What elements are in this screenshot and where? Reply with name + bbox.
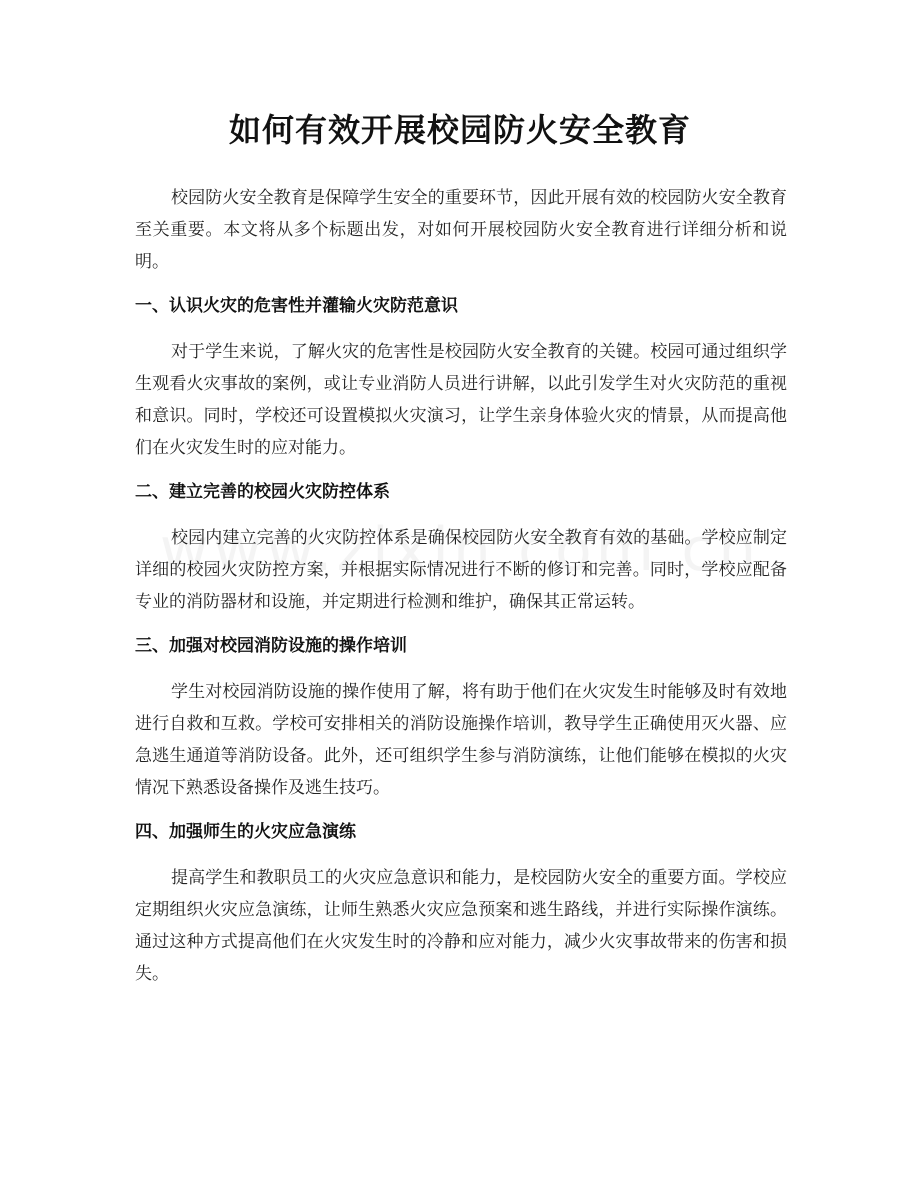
section-3-heading: 三、加强对校园消防设施的操作培训: [135, 636, 407, 656]
section-1-paragraph: 对于学生来说，了解火灾的危害性是校园防火安全教育的关键。校园可通过组织学生观看火灾事故的案例，或让专业消防人员进行讲解，以此引发学生对火灾防范的重视和意识。同时，学校还可设置模拟火灾演习，让学生亲身体验火灾的情景，从而提高他们在火灾发生时的应对能力。: [135, 342, 787, 458]
spacer: [135, 618, 787, 632]
spacer: [135, 320, 787, 336]
spacer: [135, 506, 787, 522]
spacer: [135, 804, 787, 818]
spacer: [135, 846, 787, 862]
document-body: [135, 182, 787, 990]
section-4-heading: 四、加强师生的火灾应急演练: [135, 822, 356, 842]
section-4-paragraph: 提高学生和教职员工的火灾应急意识和能力，是校园防火安全的重要方面。学校应定期组织火灾应急演练，让师生熟悉火灾应急预案和逃生路线，并进行实际操作演练。通过这种方式提高他们在火灾发生时的冷静和应对能力，减少火灾事故带来的伤害和损失。: [135, 868, 787, 984]
section-2-heading: 二、建立完善的校园火灾防控体系: [135, 482, 390, 502]
intro-paragraph: 校园防火安全教育是保障学生安全的重要环节，因此开展有效的校园防火安全教育至关重要。本文将从多个标题出发，对如何开展校园防火安全教育进行详细分析和说明。: [135, 188, 787, 272]
section-1-heading: 一、认识火灾的危害性并灌输火灾防范意识: [135, 296, 458, 316]
section-3-paragraph: 学生对校园消防设施的操作使用了解，将有助于他们在火灾发生时能够及时有效地进行自救和互救。学校可安排相关的消防设施操作培训，教导学生正确使用灭火器、应急逃生通道等消防设备。此外，还可组织学生参与消防演练，让他们能够在模拟的火灾情况下熟悉设备操作及逃生技巧。: [135, 682, 787, 798]
spacer: [135, 464, 787, 478]
spacer: [135, 660, 787, 676]
section-2-paragraph: 校园内建立完善的火灾防控体系是确保校园防火安全教育有效的基础。学校应制定详细的校园火灾防控方案，并根据实际情况进行不断的修订和完善。同时，学校应配备专业的消防器材和设施，并定期进行检测和维护，确保其正常运转。: [135, 528, 787, 612]
spacer: [135, 278, 787, 292]
document-title: 如何有效开展校园防火安全教育: [228, 111, 691, 149]
